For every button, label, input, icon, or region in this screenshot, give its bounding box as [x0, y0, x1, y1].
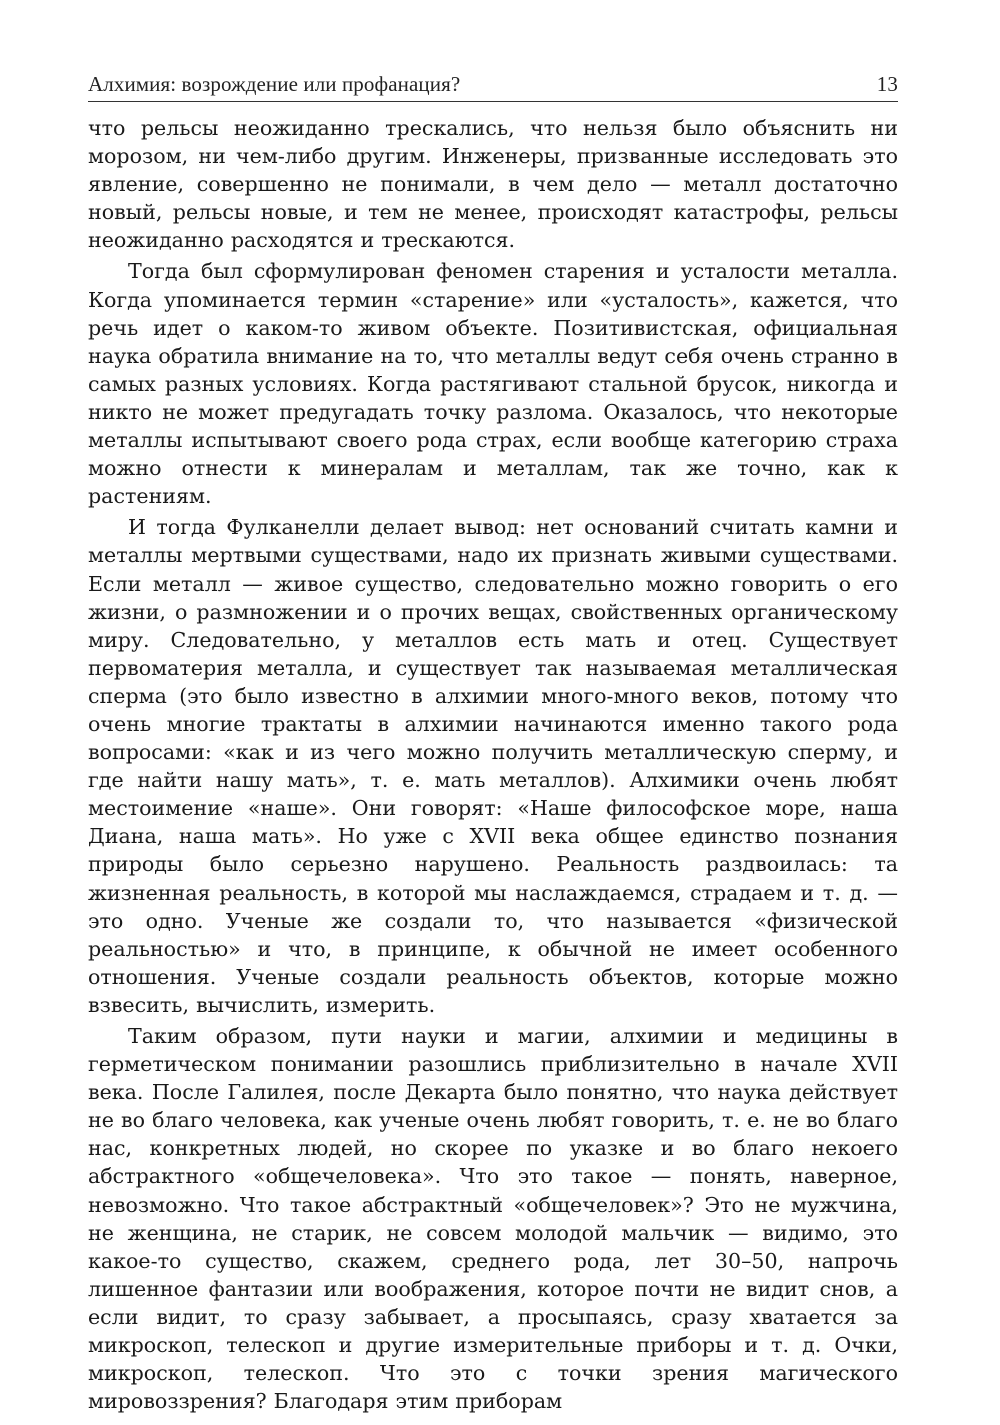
page: [88, 72, 898, 1415]
paragraph: Тогда был сформулирован феномен старения и усталости металла. Когда упоминается термин «старение» или «усталость», кажется, что речь идет о каком-то живом объекте. Позитивистская, официальная наука обратила внимание на то, что металлы ведут себя очень странно в самых разных условиях. Когда растягивают стальной брусок, никогда и никто не может предугадать точку разлома. Оказалось, что некоторые металлы испытывают своего рода страх, если вообще категорию страха можно отнести к минералам и металлам, так же точно, как к растениям.: [88, 259, 898, 509]
page-number: 13: [876, 72, 898, 96]
paragraph: Таким образом, пути науки и магии, алхимии и медицины в герметическом понимании разошлись приблизительно в начале XVII века. После Галилея, после Декарта было понятно, что наука действует не во благо человека, как ученые очень любят говорить, т. е. не во благо нас, конкретных людей, но скорее по указке и во благо некоего абстрактного «общечеловека». Что это такое — понять, наверное, невозможно. Что такое абстрактный «общечеловек»? Это не мужчина, не женщина, не старик, не совсем молодой мальчик — видимо, это какое-то существо, скажем, среднего рода, лет 30–50, напрочь лишенное фантазии или воображения, которое почти не видит снов, а если видит, то сразу забывает, а просыпаясь, сразу хватается за микроскоп, телескоп и другие измерительные приборы и т. д. Очки, микроскоп, телескоп. Что это с точки зрения магического мировоззрения? Благодаря этим приборам: [88, 1024, 898, 1414]
running-title: Алхимия: возрождение или профанация?: [88, 72, 461, 96]
paragraph-continuation: что рельсы неожиданно трескались, что нельзя было объяснить ни морозом, ни чем-либо другим. Инженеры, призванные исследовать это явление, совершенно не понимали, в чем дело — металл достаточно новый, рельсы новые, и тем не менее, происходят катастрофы, рельсы неожиданно расходятся и трескаются.: [88, 116, 898, 253]
paragraph: И тогда Фулканелли делает вывод: нет оснований считать камни и металлы мертвыми существами, надо их признать живыми существами. Если металл — живое существо, следовательно можно говорить о его жизни, о размножении и о прочих вещах, свойственных органическому миру. Следовательно, у металлов есть мать и отец. Существует первоматерия металла, и существует так называемая металлическая сперма (это было известно в алхимии много-много веков, потому что очень многие трактаты в алхимии начинаются именно такого рода вопросами: «как и из чего можно получить металлическую сперму, и где найти нашу мать», т. е. мать металлов). Алхимики очень любят местоимение «наше». Они говорят: «Наше философское море, наша Диана, наша мать». Но уже с XVII века общее единство познания природы было серьезно нарушено. Реальность раздвоилась: та жизненная реальность, в которой мы наслаждаемся, страдаем и т. д. — это одно. Ученые же создали то, что называется «физической реальностью» и что, в принципе, к обычной не имеет особенного отношения. Ученые создали реальность объектов, которые можно взвесить, вычислить, измерить.: [88, 515, 898, 1017]
running-header: [88, 72, 898, 102]
body-text: [88, 114, 898, 1415]
